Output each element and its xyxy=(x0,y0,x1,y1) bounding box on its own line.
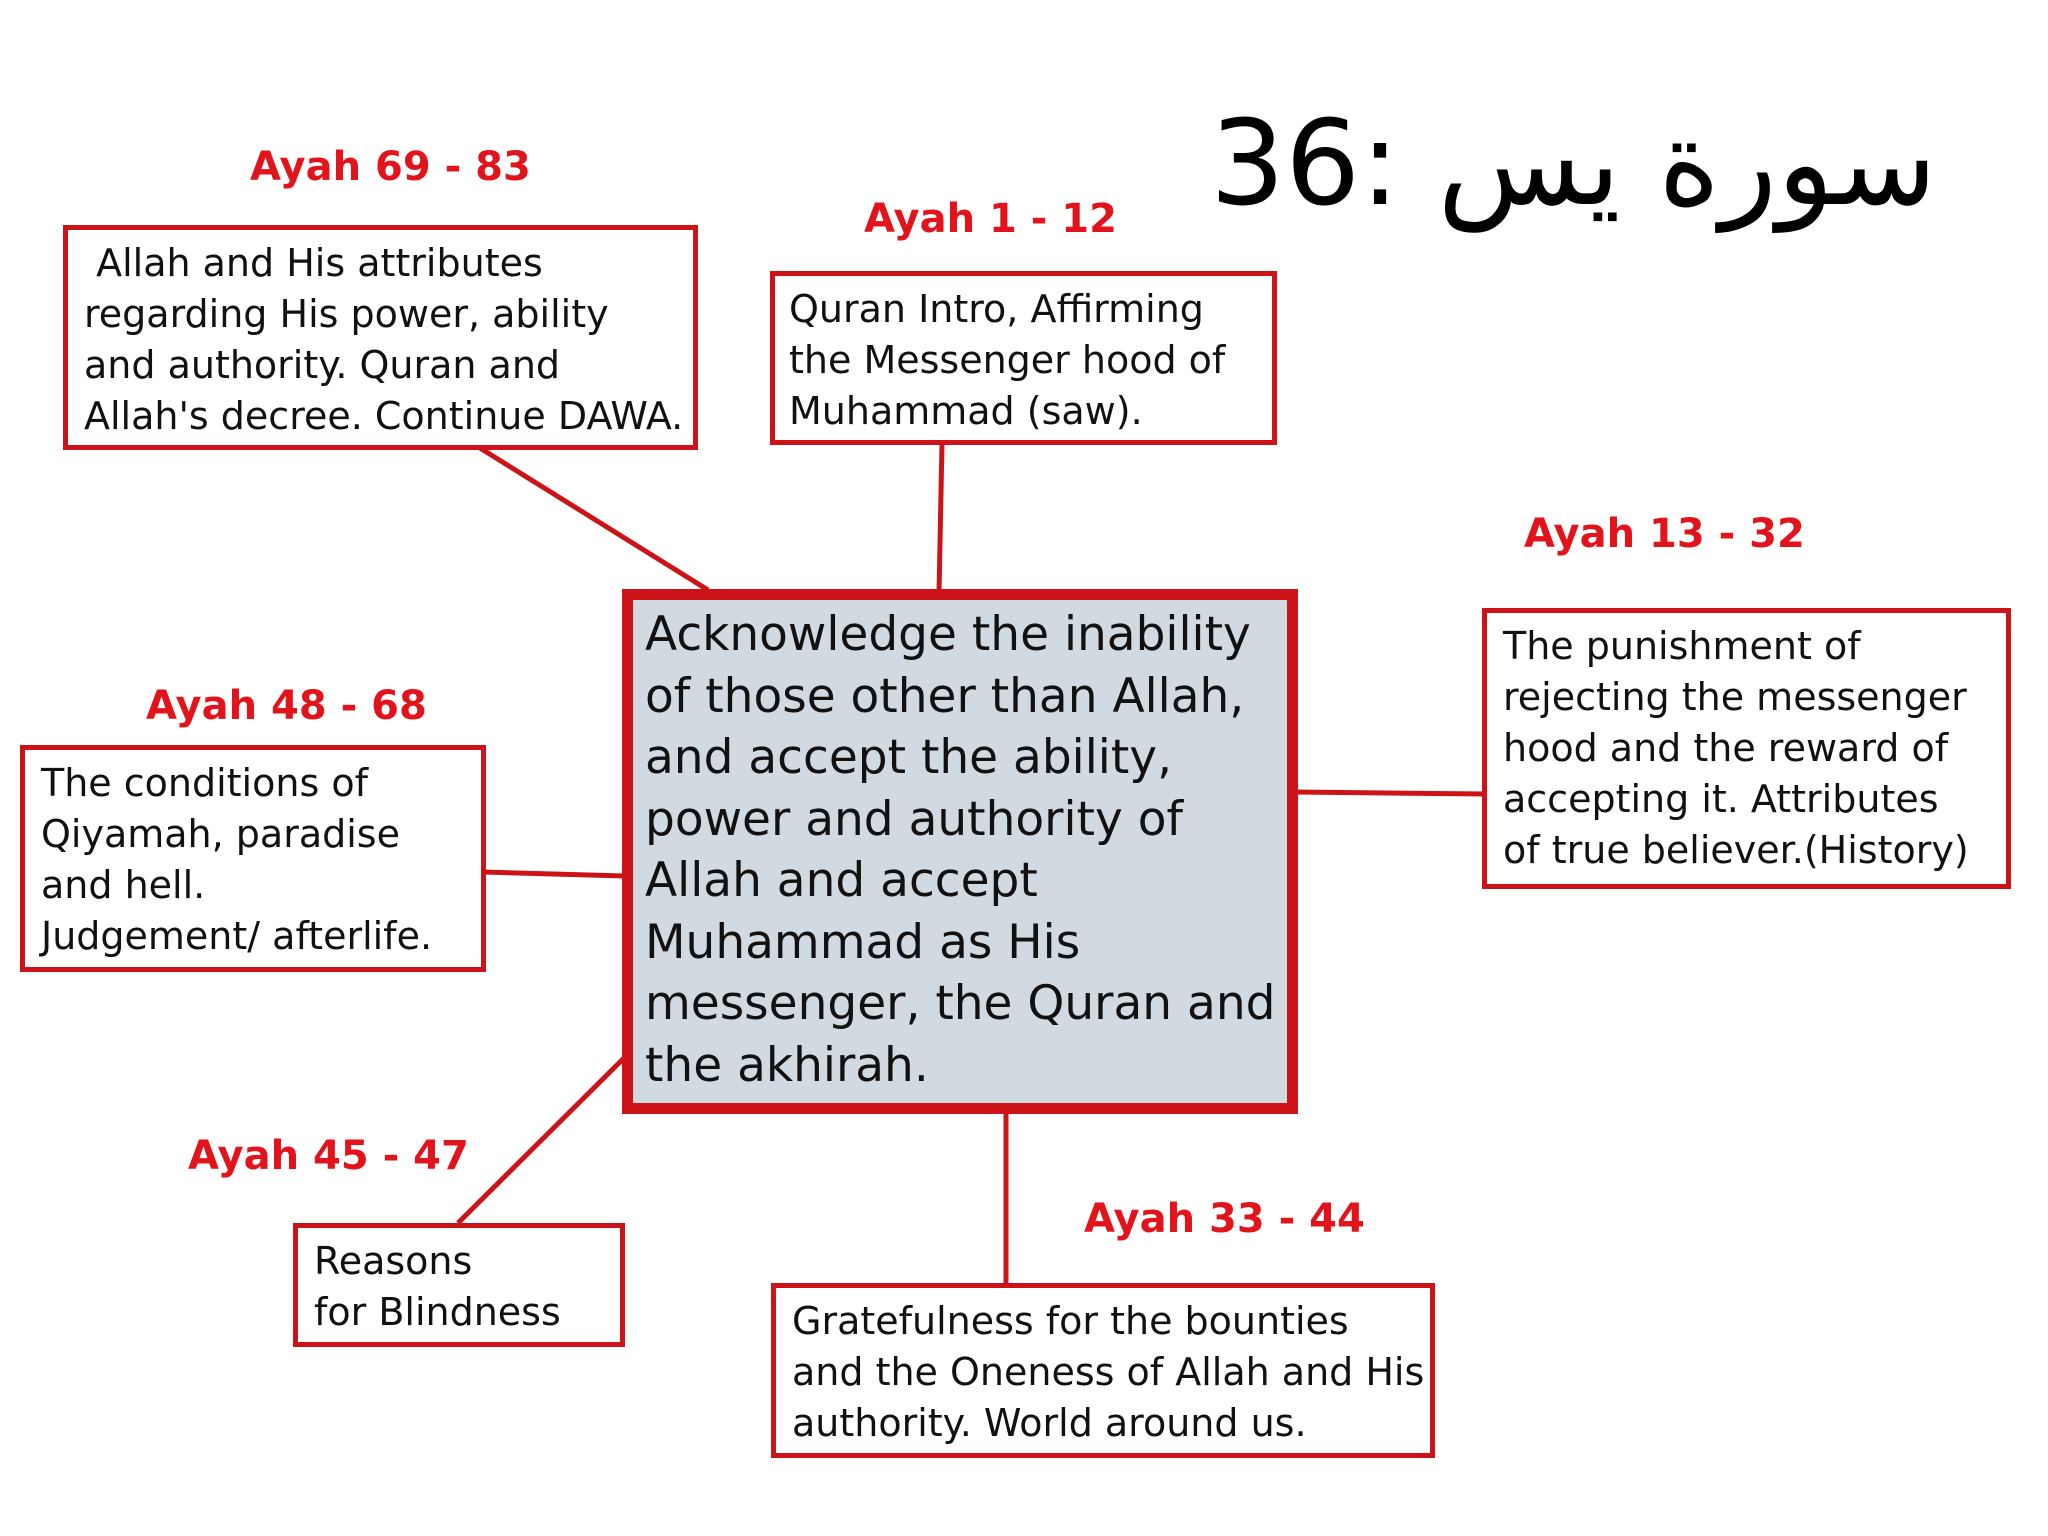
center-line: the akhirah. xyxy=(645,1037,929,1093)
surah-number: 36 xyxy=(1210,94,1361,232)
center-line: and accept the ability, xyxy=(645,730,1173,785)
label-ayah-33-44: Ayah 33 - 44 xyxy=(1084,1196,1365,1242)
box-line: Allah's decree. Continue DAWA. xyxy=(84,394,684,438)
box-line: The conditions of xyxy=(41,761,368,805)
box-line: rejecting the messenger xyxy=(1503,675,1967,719)
box-line: Judgement/ afterlife. xyxy=(41,914,433,958)
box-ayah-1-12 xyxy=(770,271,1277,445)
slide-title xyxy=(1210,88,1937,238)
box-line: Reasons xyxy=(314,1239,473,1283)
box-line: and authority. Quran and xyxy=(84,343,561,387)
connector-ayah-69-83 xyxy=(480,448,708,590)
box-line: Quran Intro, Affirming xyxy=(789,287,1204,331)
center-line: Muhammad as His xyxy=(645,914,1081,970)
center-line: of those other than Allah, xyxy=(645,668,1245,724)
center-line: messenger, the Quran and xyxy=(645,976,1276,1031)
box-ayah-48-68 xyxy=(20,745,486,972)
box-line: Allah and His attributes xyxy=(84,241,543,285)
box-line: regarding His power, ability xyxy=(84,292,609,336)
surah-name-arabic: سورة يس xyxy=(1437,94,1937,232)
box-line: The punishment of xyxy=(1503,624,1861,668)
connector-ayah-48-68 xyxy=(483,872,625,876)
label-ayah-48-68: Ayah 48 - 68 xyxy=(146,683,427,729)
connector-ayah-45-47 xyxy=(458,1058,624,1223)
box-line: and hell. xyxy=(41,863,206,907)
box-line: Qiyamah, paradise xyxy=(41,812,400,856)
box-ayah-33-44 xyxy=(771,1283,1435,1458)
center-line: power and authority of xyxy=(645,791,1183,847)
label-ayah-13-32: Ayah 13 - 32 xyxy=(1524,511,1805,557)
box-line: accepting it. Attributes xyxy=(1503,777,1939,821)
box-line: of true believer.(History) xyxy=(1503,828,1969,872)
central-theme-box xyxy=(622,589,1298,1114)
box-line: authority. World around us. xyxy=(792,1401,1307,1445)
box-line: hood and the reward of xyxy=(1503,726,1949,770)
connector-ayah-1-12 xyxy=(939,443,942,594)
box-line: for Blindness xyxy=(314,1290,561,1334)
center-line: Allah and accept xyxy=(645,853,1038,908)
box-ayah-13-32 xyxy=(1482,608,2011,889)
box-line: Muhammad (saw). xyxy=(789,389,1143,433)
label-ayah-69-83: Ayah 69 - 83 xyxy=(250,144,531,190)
box-line: and the Oneness of Allah and His xyxy=(792,1350,1425,1394)
label-ayah-1-12: Ayah 1 - 12 xyxy=(864,196,1117,242)
connector-ayah-13-32 xyxy=(1295,792,1485,794)
label-ayah-45-47: Ayah 45 - 47 xyxy=(188,1133,469,1179)
title-separator: : xyxy=(1360,94,1400,232)
box-line: the Messenger hood of xyxy=(789,338,1226,382)
center-line: Acknowledge the inability xyxy=(645,607,1251,662)
box-ayah-45-47 xyxy=(293,1223,625,1347)
box-ayah-69-83 xyxy=(63,225,698,450)
box-line: Gratefulness for the bounties xyxy=(792,1299,1349,1343)
